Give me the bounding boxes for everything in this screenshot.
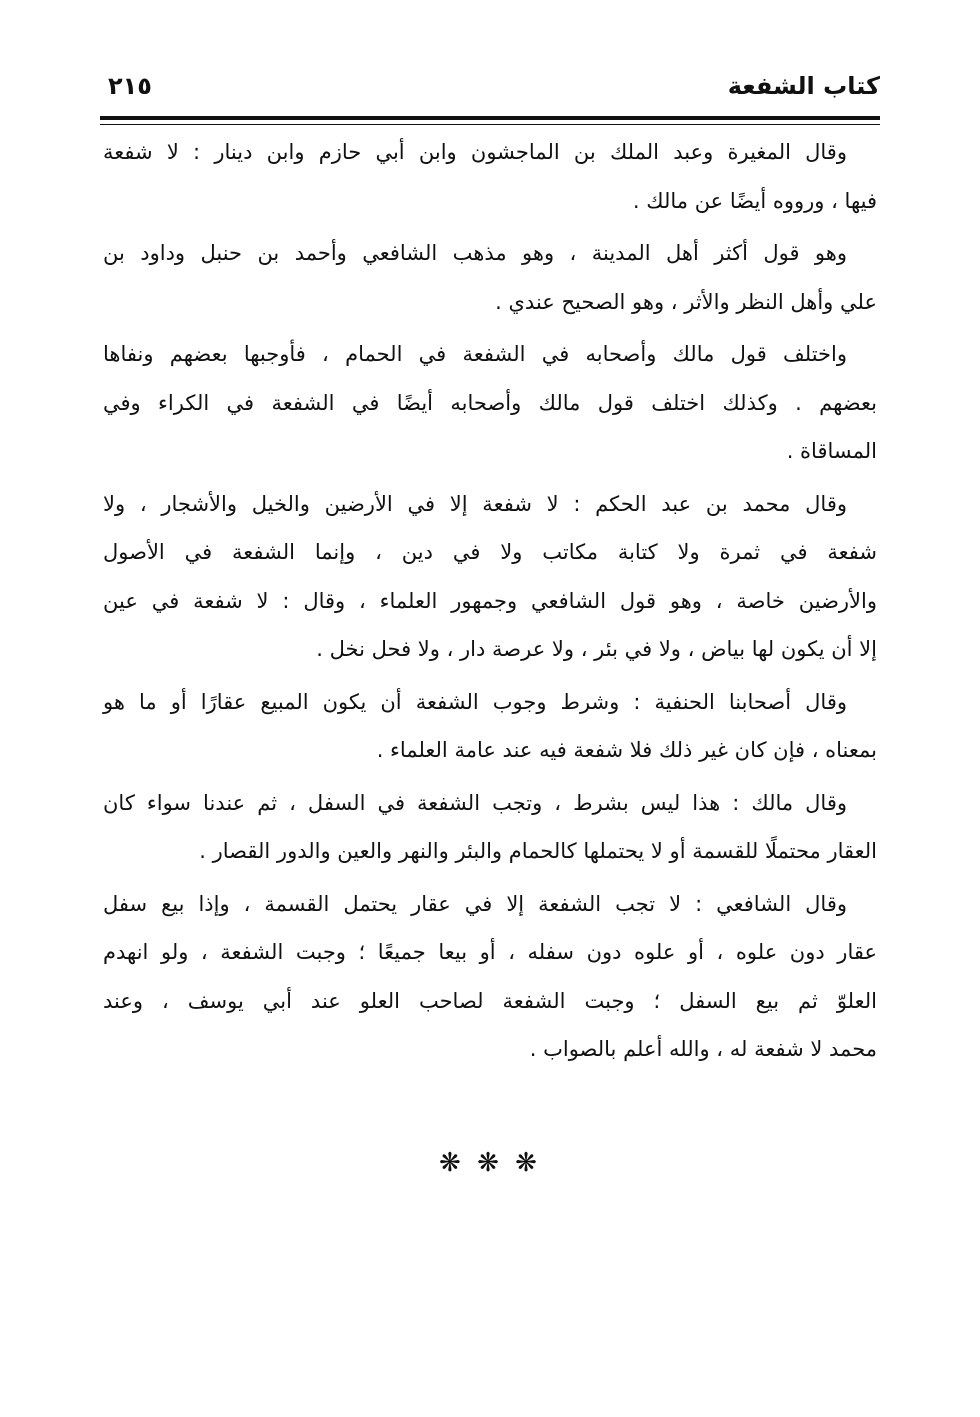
running-title: كتاب الشفعة [727,72,880,100]
text-line: إلا أن يكون لها بياض ، ولا في بئر ، ولا عرصة دار ، ولا فحل نخل . [316,637,877,661]
header-rule-thick [100,116,880,120]
paragraph [103,779,877,876]
paragraph [103,880,877,1074]
section-divider-asterisks: ❋ ❋ ❋ [439,1148,541,1178]
text-line: واختلف قول مالك وأصحابه في الشفعة في الحمام ، فأوجبها بعضهم ونفاها [103,342,847,366]
text-line: شفعة في ثمرة ولا كتابة مكاتب ولا في دين ، وإنما الشفعة في الأصول [103,540,877,564]
page-body [103,128,877,1078]
text-line: والأرضين خاصة ، وهو قول الشافعي وجمهور العلماء ، وقال : لا شفعة في عين [103,588,877,613]
text-line: وقال أصحابنا الحنفية : وشرط وجوب الشفعة أن يكون المبيع عقارًا أو ما هو [103,689,847,714]
paragraph [103,128,877,225]
paragraph [103,480,877,674]
text-line: وقال المغيرة وعبد الملك بن الماجشون وابن أبي حازم وابن دينار : لا شفعة [103,140,847,164]
text-line: وقال محمد بن عبد الحكم : لا شفعة إلا في الأرضين والخيل والأشجار ، ولا [103,491,847,516]
text-line: علي وأهل النظر والأثر ، وهو الصحيح عندي . [495,289,877,314]
paragraph [103,229,877,326]
text-line: وهو قول أكثر أهل المدينة ، وهو مذهب الشافعي وأحمد بن حنبل وداود بن [103,241,847,265]
text-line: وقال الشافعي : لا تجب الشفعة إلا في عقار يحتمل القسمة ، وإذا بيع سفل [103,891,847,916]
text-line: بعضهم . وكذلك اختلف قول مالك وأصحابه أيضًا في الشفعة في الكراء وفي [103,390,877,415]
text-line: العلوّ ثم بيع السفل ؛ وجبت الشفعة لصاحب العلو عند أبي يوسف ، وعند [103,988,877,1013]
text-line: المساقاة . [786,439,877,463]
page-number: ٢١٥ [108,72,152,100]
paragraph [103,678,877,775]
text-line: عقار دون علوه ، أو علوه دون سفله ، أو بيعا جميعًا ؛ وجبت الشفعة ، ولو انهدم [103,940,877,964]
text-line: العقار محتملًا للقسمة أو لا يحتملها كالحمام والبئر والنهر والعين والدور القصار . [199,839,877,863]
paragraph [103,330,877,476]
text-line: وقال مالك : هذا ليس بشرط ، وتجب الشفعة في السفل ، ثم عندنا سواء كان [103,790,847,815]
text-line: محمد لا شفعة له ، والله أعلم بالصواب . [529,1037,877,1061]
text-line: فيها ، ورووه أيضًا عن مالك . [632,188,877,213]
page-header [100,72,880,112]
header-rule-thin [100,124,880,125]
text-line: بمعناه ، فإن كان غير ذلك فلا شفعة فيه عند عامة العلماء . [376,738,877,762]
